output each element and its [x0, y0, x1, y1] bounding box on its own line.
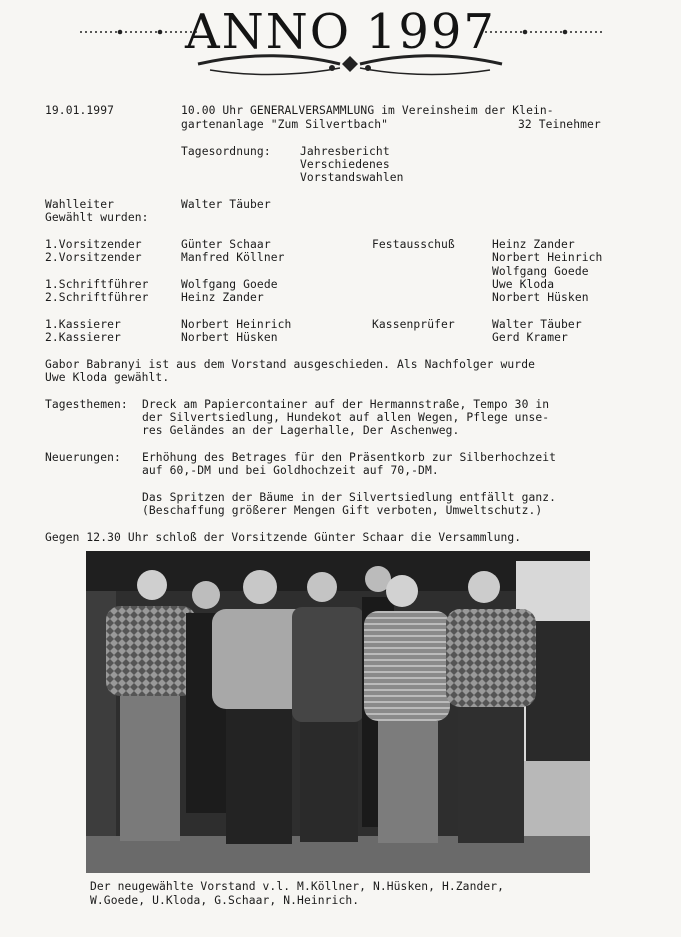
page-header	[0, 0, 681, 92]
election-leader-name: Walter Täuber	[181, 198, 271, 211]
board-role: 1.Kassierer	[45, 318, 121, 331]
agenda-item: Vorstandswahlen	[300, 171, 404, 184]
festival-label: Festausschuß	[372, 238, 455, 251]
elected-label: Gewählt wurden:	[45, 211, 149, 224]
topics-label: Tagesthemen:	[45, 398, 128, 411]
board-name: Heinz Zander	[181, 291, 264, 304]
topics-line: der Silvertsiedlung, Hundekot auf allen Wegen, Pflege unse-	[142, 411, 550, 424]
election-leader-label: Wahlleiter	[45, 198, 115, 211]
board-name: Norbert Heinrich	[181, 318, 292, 331]
news-label: Neuerungen:	[45, 451, 121, 464]
festival-member: Norbert Hüsken	[492, 291, 589, 304]
news-line: Das Spritzen der Bäume in der Silvertsiedlung entfällt ganz.	[142, 491, 557, 504]
board-role: 2.Vorsitzender	[45, 251, 142, 264]
board-role: 1.Schriftführer	[45, 278, 149, 291]
flourish-ornament	[190, 50, 510, 86]
title-anno: ANNO	[185, 4, 352, 60]
auditor-member: Gerd Kramer	[492, 331, 568, 344]
caption-line: Der neugewählte Vorstand v.l. M.Köllner, N.Hüsken, H.Zander,	[90, 880, 505, 893]
board-name: Wolfgang Goede	[181, 278, 278, 291]
news-line: Erhöhung des Betrages für den Präsentkorb zur Silberhochzeit	[142, 451, 557, 464]
festival-member: Norbert Heinrich	[492, 251, 603, 264]
title-year: 1997	[365, 4, 496, 60]
festival-member: Wolfgang Goede	[492, 265, 589, 278]
topics-line: Dreck am Papiercontainer auf der Hermannstraße, Tempo 30 in	[142, 398, 550, 411]
meeting-line-2: gartenanlage "Zum Silvertbach"	[181, 118, 389, 131]
group-photo	[86, 551, 590, 873]
topics-line: res Geländes an der Lagerhalle, Der Aschenweg.	[142, 424, 460, 437]
auditors-label: Kassenprüfer	[372, 318, 455, 331]
photo-caption	[90, 880, 504, 907]
news-line: (Beschaffung größerer Mengen Gift verboten, Umweltschutz.)	[142, 504, 543, 517]
board-role: 2.Kassierer	[45, 331, 121, 344]
right-dotted-ornament	[485, 28, 605, 36]
resignation-line: Gabor Babranyi ist aus dem Vorstand ausgeschieden. Als Nachfolger wurde	[45, 358, 535, 371]
board-role: 2.Schriftführer	[45, 291, 149, 304]
board-role: 1.Vorsitzender	[45, 238, 142, 251]
news-line: auf 60,-DM und bei Goldhochzeit auf 70,-DM.	[142, 464, 439, 477]
agenda-item: Jahresbericht	[300, 145, 390, 158]
agenda-label: Tagesordnung:	[181, 145, 271, 158]
festival-member: Heinz Zander	[492, 238, 575, 251]
caption-line: W.Goede, U.Kloda, G.Schaar, N.Heinrich.	[90, 893, 360, 907]
closing-line: Gegen 12.30 Uhr schloß der Vorsitzende Günter Schaar die Versammlung.	[45, 531, 522, 544]
agenda-item: Verschiedenes	[300, 158, 390, 171]
resignation-line: Uwe Kloda gewählt.	[45, 371, 170, 384]
board-name: Manfred Köllner	[181, 251, 285, 264]
board-name: Norbert Hüsken	[181, 331, 278, 344]
meeting-date: 19.01.1997	[45, 104, 115, 117]
festival-member: Uwe Kloda	[492, 278, 555, 291]
auditor-member: Walter Täuber	[492, 318, 582, 331]
board-name: Günter Schaar	[181, 238, 271, 251]
meeting-line-1: 10.00 Uhr GENERALVERSAMMLUNG im Vereinsheim der Klein-	[181, 104, 554, 117]
participant-count: 32 Teinehmer	[518, 118, 601, 131]
